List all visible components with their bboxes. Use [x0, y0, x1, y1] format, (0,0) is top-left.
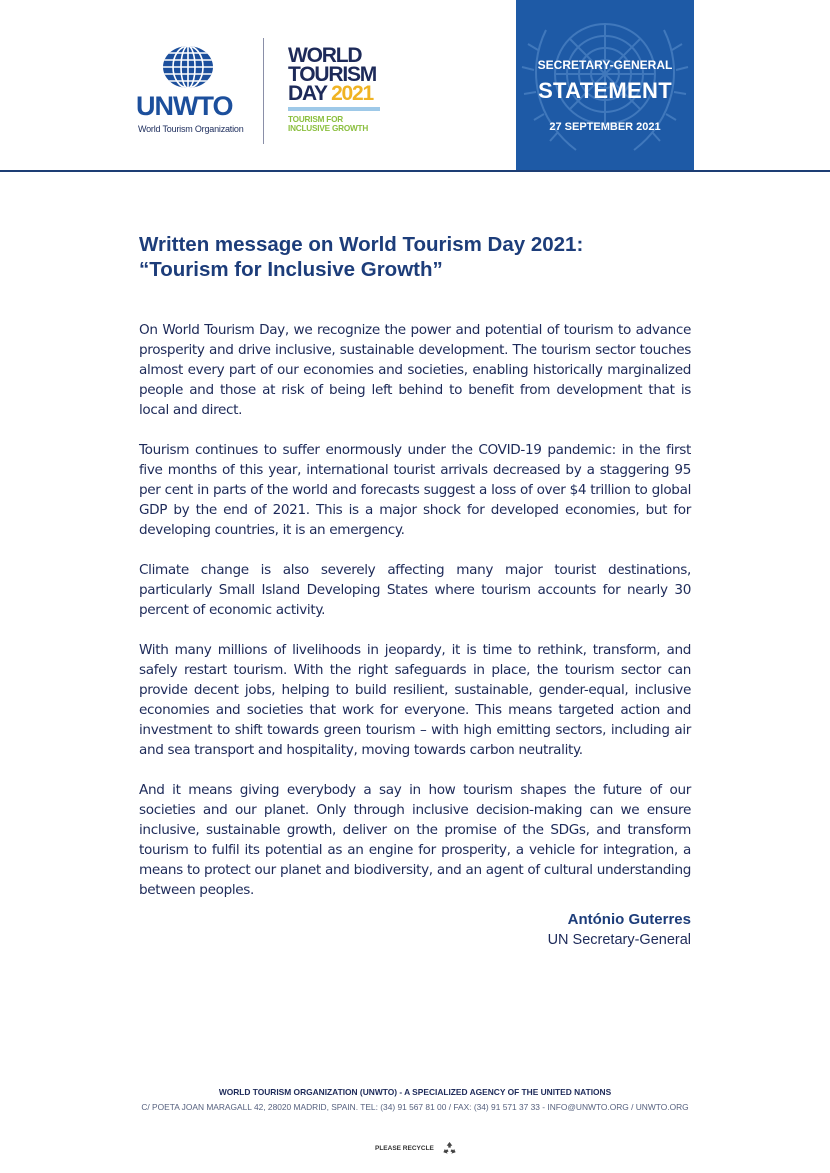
- recycle-notice: [375, 1140, 457, 1156]
- globe-icon: [160, 44, 216, 90]
- recycle-icon: [442, 1141, 457, 1156]
- paragraph: Climate change is also severely affecting many major tourist destinations, particularly Small Island Developing States where tourism accounts for nearly 30 percent of economic activity.: [139, 562, 691, 618]
- statement-heading: STATEMENT: [538, 78, 672, 103]
- unwto-logo: [130, 44, 250, 144]
- signatory-role: UN Secretary-General: [547, 932, 691, 948]
- statement-date: 27 SEPTEMBER 2021: [549, 121, 661, 133]
- wtd-line-tourism: TOURISM: [288, 63, 377, 86]
- paragraph: And it means giving everybody a say in how tourism shapes the future of our societies and our planet. Only through inclusive decision-making can we ensure inclusive, sustainable growth, deliver on the promise of the SDGs, and transform tourism to fulfil its potential as an engine for prosperity, a vehicle for integration, a means to protect our planet and biodiversity, and an agent of cultural understanding between peoples.: [139, 782, 691, 898]
- wtd-tagline-line1: TOURISM FOR: [288, 115, 343, 124]
- wtd-tagline-line2: INCLUSIVE GROWTH: [288, 124, 369, 133]
- wtd-day: DAY: [288, 82, 327, 105]
- wtd-year: 2021: [331, 82, 373, 105]
- wtd-color-bar: [288, 107, 380, 111]
- wtd-line-world: WORLD: [288, 44, 362, 67]
- title-line-2: “Tourism for Inclusive Growth”: [139, 258, 443, 281]
- letter-body: [139, 232, 691, 920]
- signature-block: [548, 910, 691, 950]
- world-tourism-day-logo: [288, 46, 398, 146]
- logo-divider: [263, 38, 264, 144]
- footer-address: C/ POETA JOAN MARAGALL 42, 28020 MADRID, SPAIN. TEL: (34) 91 567 81 00 / FAX: (34) 91 571 37 33 - INFO@UNWTO.ORG / UNWTO.ORG: [141, 1102, 689, 1112]
- paragraph: Tourism continues to suffer enormously under the COVID-19 pandemic: in the first five months of this year, international tourist arrivals decreased by a staggering 95 per cent in parts of the world and forecasts suggest a loss of over $4 trillion to global GDP by the end of 2021. This is a major shock for developed economies, but for developing countries, it is an emergency.: [139, 442, 691, 538]
- statement-kicker: SECRETARY-GENERAL: [537, 58, 673, 72]
- document-title: [139, 232, 691, 282]
- footer-organization: WORLD TOURISM ORGANIZATION (UNWTO) - A SPECIALIZED AGENCY OF THE UNITED NATIONS: [218, 1087, 612, 1097]
- letterhead: [0, 0, 830, 172]
- unwto-subtitle: World Tourism Organization: [138, 124, 244, 134]
- title-line-1: Written message on World Tourism Day 2021:: [139, 233, 584, 256]
- header-rule: [0, 170, 830, 172]
- wtd-line-day: [288, 84, 398, 103]
- paragraph: With many millions of livelihoods in jeopardy, it is time to rethink, transform, and safely restart tourism. With the right safeguards in place, the tourism sector can provide decent jobs, helping to build resilient, sustainable, gender-equal, inclusive economies and societies that work for everyone. This means targeted action and investment to shift towards green tourism – with high emitting sectors, including air and sea transport and hospitality, moving towards carbon neutrality.: [139, 642, 691, 758]
- signatory-name: António Guterres: [567, 911, 691, 928]
- wtd-tagline: [288, 115, 398, 133]
- paragraph: On World Tourism Day, we recognize the power and potential of tourism to advance prosperity and drive inclusive, sustainable development. The tourism sector touches almost every part of our economies and societies, enabling historically marginalized people and those at risk of being left behind to benefit from development that is local and direct.: [139, 322, 691, 418]
- statement-banner: [516, 0, 694, 170]
- unwto-wordmark: UNWTO: [136, 91, 233, 121]
- recycle-label: PLEASE RECYCLE: [375, 1144, 434, 1152]
